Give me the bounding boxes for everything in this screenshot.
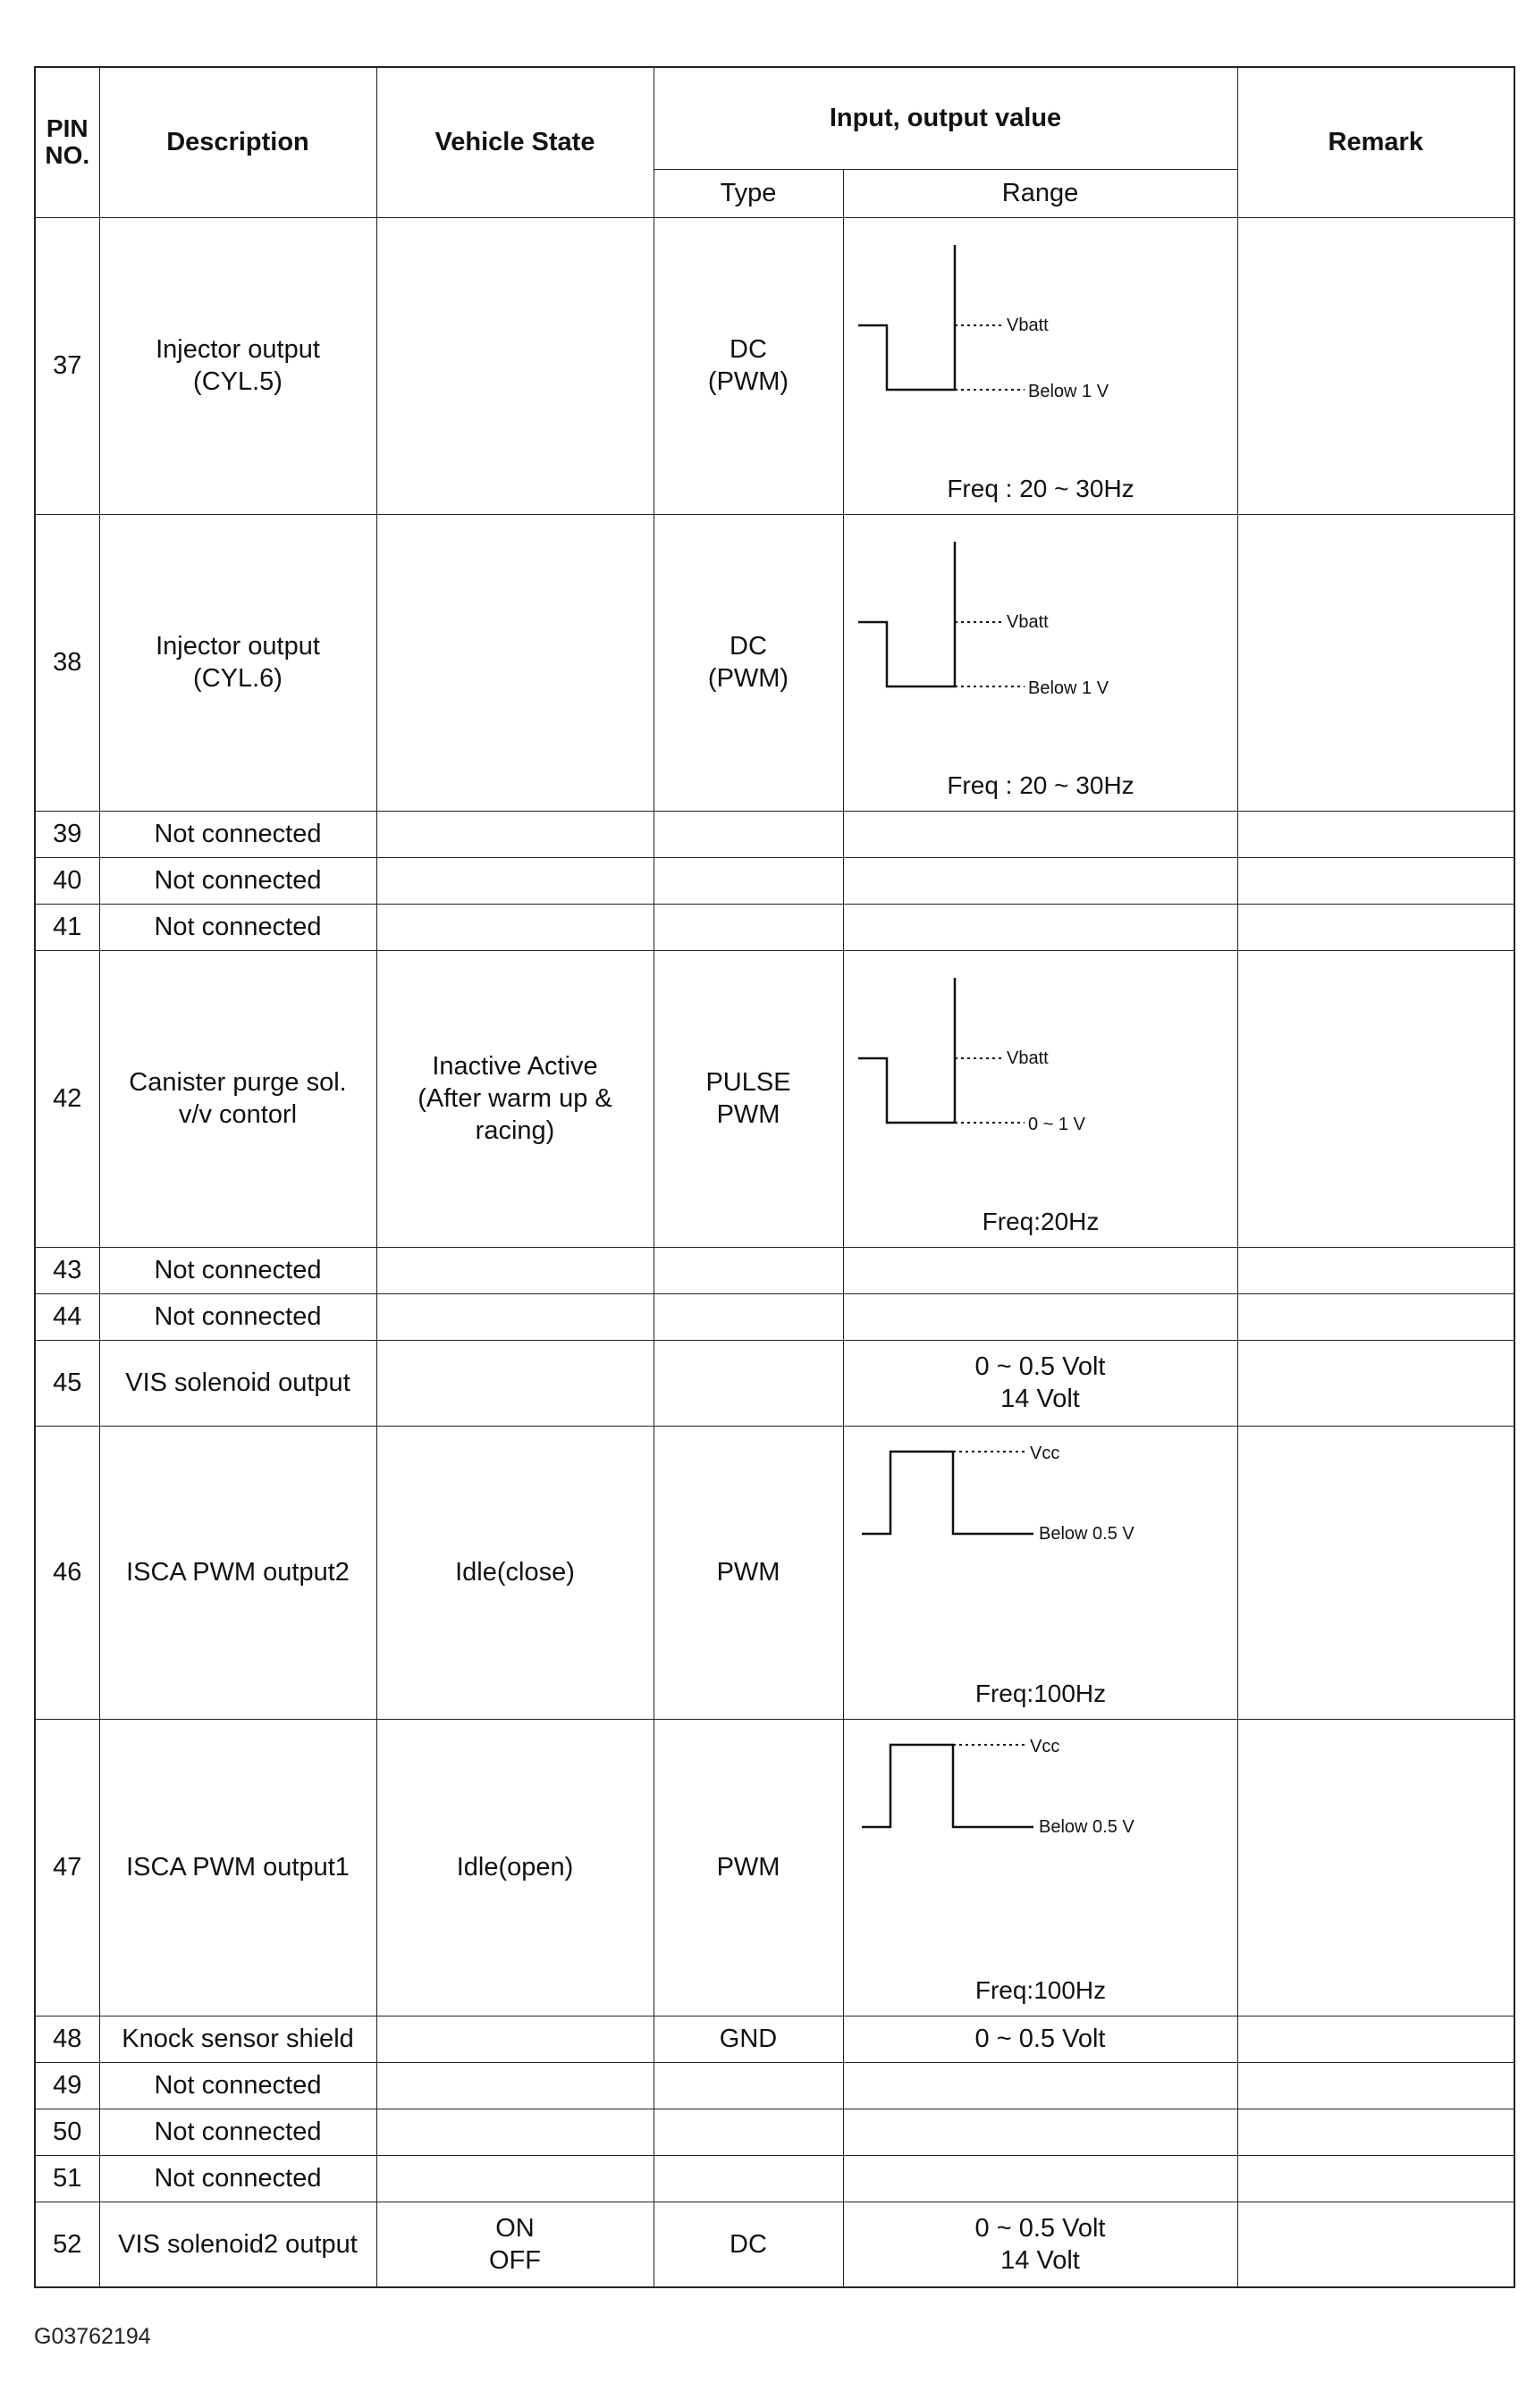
header-io-value: Input, output value xyxy=(654,67,1237,169)
description-cell: Canister purge sol. v/v contorl xyxy=(99,950,376,1247)
range-cell xyxy=(843,857,1237,904)
low-level-label: Below 0.5 V xyxy=(1038,1524,1134,1544)
range-cell: 0 ~ 0.5 Volt 14 Volt xyxy=(843,1340,1237,1426)
range-cell xyxy=(843,514,1237,811)
pin-cell: 41 xyxy=(35,904,99,950)
low-level-label: Below 0.5 V xyxy=(1038,1817,1134,1837)
table-row xyxy=(35,514,1514,811)
remark-cell xyxy=(1237,2062,1514,2109)
remark-cell xyxy=(1237,217,1514,514)
header-range: Range xyxy=(843,169,1237,217)
frequency-label: Freq:20Hz xyxy=(982,1208,1099,1235)
high-level-label: Vbatt xyxy=(1006,612,1049,632)
description-cell: Not connected xyxy=(99,811,376,857)
header-remark: Remark xyxy=(1237,67,1514,217)
high-level-label: Vcc xyxy=(1029,1444,1059,1463)
type-cell xyxy=(654,1340,843,1426)
waveform-diagram xyxy=(849,1427,1232,1718)
description-cell: Not connected xyxy=(99,904,376,950)
pin-cell: 44 xyxy=(35,1293,99,1340)
waveform-diagram xyxy=(849,515,1232,810)
vehicle-state-cell xyxy=(376,1293,654,1340)
range-cell xyxy=(843,1247,1237,1293)
pin-cell: 49 xyxy=(35,2062,99,2109)
type-cell xyxy=(654,1293,843,1340)
vehicle-state-cell xyxy=(376,1247,654,1293)
pin-cell: 48 xyxy=(35,2016,99,2062)
pin-cell: 45 xyxy=(35,1340,99,1426)
vehicle-state-cell xyxy=(376,2062,654,2109)
vehicle-state-cell xyxy=(376,2155,654,2202)
range-cell xyxy=(843,811,1237,857)
high-level-label: Vcc xyxy=(1029,1737,1059,1756)
figure-id: G03762194 xyxy=(34,2324,151,2349)
pin-cell: 50 xyxy=(35,2109,99,2155)
table-row xyxy=(35,2109,1514,2155)
type-cell xyxy=(654,2109,843,2155)
table-row xyxy=(35,1426,1514,1719)
description-cell: VIS solenoid output xyxy=(99,1340,376,1426)
type-cell xyxy=(654,904,843,950)
table-row xyxy=(35,1293,1514,1340)
type-cell xyxy=(654,2155,843,2202)
range-cell xyxy=(843,1719,1237,2016)
pin-cell: 43 xyxy=(35,1247,99,1293)
remark-cell xyxy=(1237,950,1514,1247)
waveform-trace xyxy=(858,245,955,390)
description-cell: Not connected xyxy=(99,2109,376,2155)
table-row xyxy=(35,217,1514,514)
description-cell: Not connected xyxy=(99,1247,376,1293)
type-cell xyxy=(654,1247,843,1293)
type-cell: PWM xyxy=(654,1719,843,2016)
table-row xyxy=(35,811,1514,857)
remark-cell xyxy=(1237,2202,1514,2287)
remark-cell xyxy=(1237,1426,1514,1719)
type-cell: DC (PWM) xyxy=(654,217,843,514)
frequency-label: Freq : 20 ~ 30Hz xyxy=(946,771,1134,799)
header-type: Type xyxy=(654,169,843,217)
range-cell xyxy=(843,950,1237,1247)
pin-cell: 51 xyxy=(35,2155,99,2202)
waveform-trace xyxy=(862,1452,1033,1534)
range-cell xyxy=(843,904,1237,950)
table-row xyxy=(35,1340,1514,1426)
remark-cell xyxy=(1237,2155,1514,2202)
remark-cell xyxy=(1237,857,1514,904)
pin-cell: 42 xyxy=(35,950,99,1247)
description-cell: Injector output (CYL.6) xyxy=(99,514,376,811)
remark-cell xyxy=(1237,1293,1514,1340)
pin-cell: 52 xyxy=(35,2202,99,2287)
remark-cell xyxy=(1237,1719,1514,2016)
type-cell: DC xyxy=(654,2202,843,2287)
type-cell: GND xyxy=(654,2016,843,2062)
header-description: Description xyxy=(99,67,376,217)
remark-cell xyxy=(1237,2109,1514,2155)
low-level-label: Below 1 V xyxy=(1027,678,1109,698)
table-row xyxy=(35,1247,1514,1293)
table-row xyxy=(35,2202,1514,2287)
frequency-label: Freq : 20 ~ 30Hz xyxy=(946,475,1134,502)
frequency-label: Freq:100Hz xyxy=(974,1976,1106,2004)
remark-cell xyxy=(1237,811,1514,857)
table-row xyxy=(35,2016,1514,2062)
range-cell: 0 ~ 0.5 Volt 14 Volt xyxy=(843,2202,1237,2287)
description-cell: Injector output (CYL.5) xyxy=(99,217,376,514)
table-body xyxy=(35,217,1514,2287)
remark-cell xyxy=(1237,2016,1514,2062)
pin-cell: 37 xyxy=(35,217,99,514)
description-cell: Not connected xyxy=(99,2155,376,2202)
type-cell xyxy=(654,811,843,857)
low-level-label: 0 ~ 1 V xyxy=(1027,1115,1085,1134)
range-cell xyxy=(843,2062,1237,2109)
type-cell xyxy=(654,857,843,904)
waveform-diagram xyxy=(849,1720,1232,2015)
table-row xyxy=(35,2155,1514,2202)
high-level-label: Vbatt xyxy=(1006,1048,1049,1068)
header-pin-no: PIN NO. xyxy=(35,67,99,217)
pin-cell: 40 xyxy=(35,857,99,904)
description-cell: Not connected xyxy=(99,2062,376,2109)
vehicle-state-cell xyxy=(376,811,654,857)
vehicle-state-cell xyxy=(376,2016,654,2062)
type-cell: PWM xyxy=(654,1426,843,1719)
description-cell: ISCA PWM output2 xyxy=(99,1426,376,1719)
remark-cell xyxy=(1237,904,1514,950)
type-cell: DC (PWM) xyxy=(654,514,843,811)
vehicle-state-cell: Inactive Active (After warm up & racing) xyxy=(376,950,654,1247)
vehicle-state-cell xyxy=(376,514,654,811)
vehicle-state-cell xyxy=(376,857,654,904)
type-cell: PULSE PWM xyxy=(654,950,843,1247)
range-cell xyxy=(843,217,1237,514)
table-row xyxy=(35,2062,1514,2109)
pin-cell: 47 xyxy=(35,1719,99,2016)
vehicle-state-cell xyxy=(376,904,654,950)
table-row xyxy=(35,950,1514,1247)
waveform-trace xyxy=(858,542,955,686)
pin-cell: 38 xyxy=(35,514,99,811)
range-cell: 0 ~ 0.5 Volt xyxy=(843,2016,1237,2062)
vehicle-state-cell: Idle(close) xyxy=(376,1426,654,1719)
description-cell: ISCA PWM output1 xyxy=(99,1719,376,2016)
waveform-trace xyxy=(862,1745,1033,1827)
header-vehicle-state: Vehicle State xyxy=(376,67,654,217)
range-cell xyxy=(843,1426,1237,1719)
description-cell: Not connected xyxy=(99,857,376,904)
range-cell xyxy=(843,2155,1237,2202)
table-row xyxy=(35,1719,1514,2016)
table-row xyxy=(35,904,1514,950)
frequency-label: Freq:100Hz xyxy=(974,1680,1106,1707)
high-level-label: Vbatt xyxy=(1006,316,1049,335)
pin-cell: 46 xyxy=(35,1426,99,1719)
description-cell: Knock sensor shield xyxy=(99,2016,376,2062)
table-row xyxy=(35,857,1514,904)
waveform-trace xyxy=(858,978,955,1123)
remark-cell xyxy=(1237,514,1514,811)
type-cell xyxy=(654,2062,843,2109)
vehicle-state-cell xyxy=(376,2109,654,2155)
low-level-label: Below 1 V xyxy=(1027,382,1109,401)
pin-cell: 39 xyxy=(35,811,99,857)
vehicle-state-cell xyxy=(376,217,654,514)
vehicle-state-cell: Idle(open) xyxy=(376,1719,654,2016)
waveform-diagram xyxy=(849,218,1232,513)
remark-cell xyxy=(1237,1340,1514,1426)
waveform-diagram xyxy=(849,951,1232,1246)
remark-cell xyxy=(1237,1247,1514,1293)
range-cell xyxy=(843,1293,1237,1340)
vehicle-state-cell xyxy=(376,1340,654,1426)
description-cell: VIS solenoid2 output xyxy=(99,2202,376,2287)
range-cell xyxy=(843,2109,1237,2155)
pin-table xyxy=(34,66,1515,2288)
vehicle-state-cell: ON OFF xyxy=(376,2202,654,2287)
description-cell: Not connected xyxy=(99,1293,376,1340)
